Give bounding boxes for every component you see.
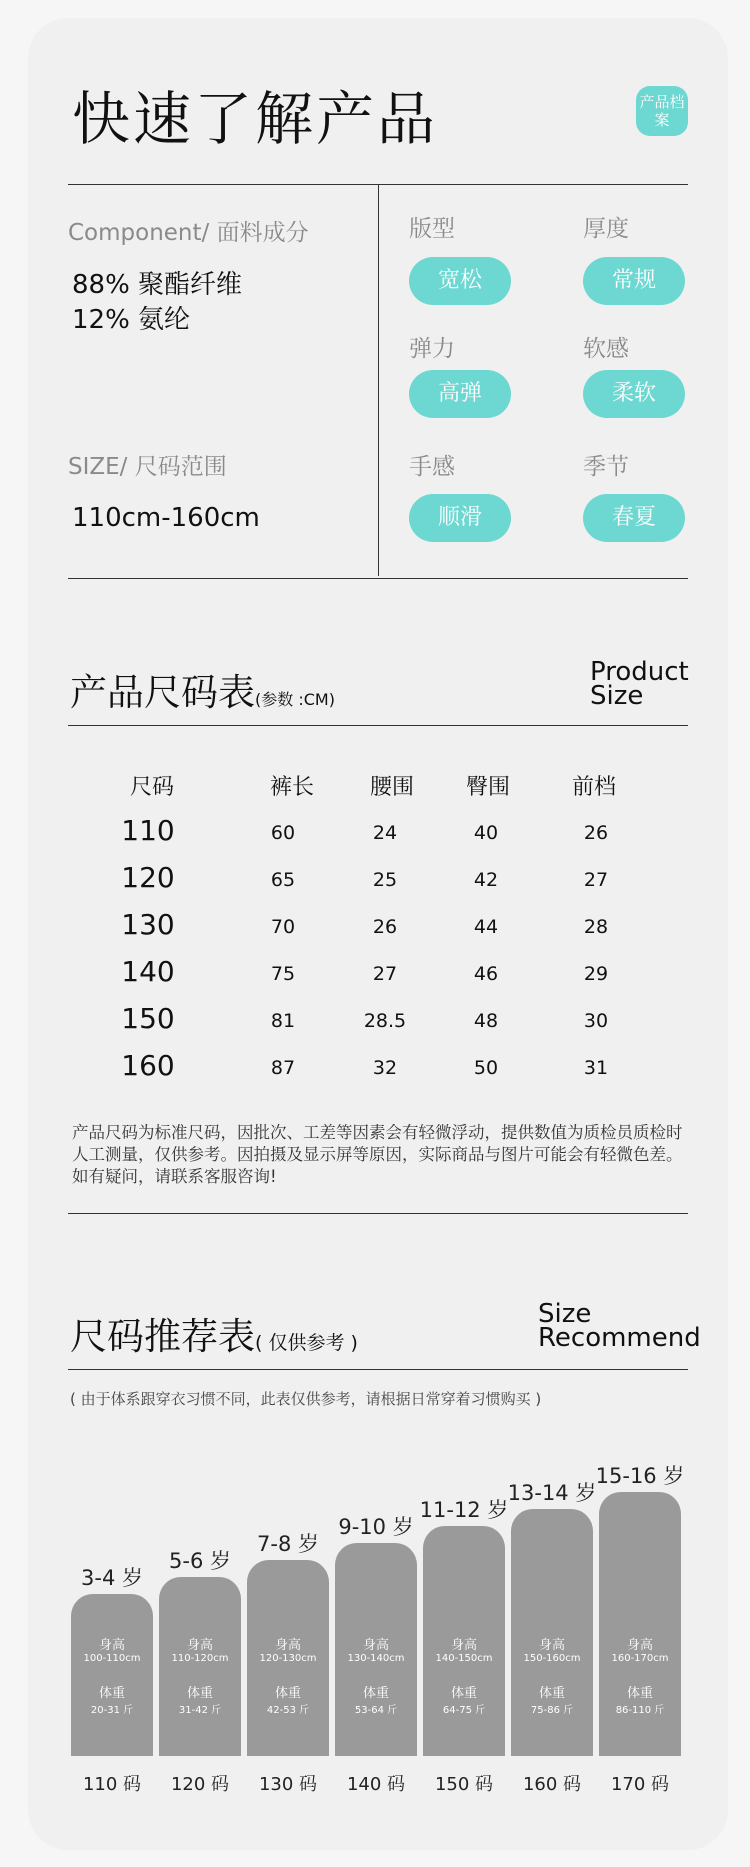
recommend-title-en: Size Recommend [538,1299,701,1353]
attribute-label: 季节 [583,454,629,480]
table-cell: 28.5 [363,1010,407,1032]
age-label: 5-6 岁 [169,1549,231,1573]
size-code-label: 120 码 [170,1774,230,1795]
attribute-label: 软感 [583,336,629,362]
recommend-title-note: ( 仅供参考 ) [255,1332,358,1354]
attribute-pill: 柔软 [583,370,685,418]
recommend-note: ( 由于体系跟穿衣习惯不同，此表仅供参考，请根据日常穿着习惯购买 ) [70,1390,542,1408]
table-header: 裤长 [269,775,314,800]
size-code-label: 130 码 [258,1774,318,1795]
attribute-pill: 高弹 [409,370,511,418]
page-title: 快速了解产品 [72,85,439,153]
size-code-label: 140 码 [346,1774,406,1795]
size-range-label: SIZE/ 尺码范围 [68,454,227,480]
attribute-label: 手感 [409,454,455,480]
size-code-label: 150 码 [434,1774,494,1795]
table-cell: 28 [583,916,609,938]
recommend-bar: 身高 110-120cm 体重 31-42 斤 [159,1577,241,1756]
vertical-divider [378,184,379,576]
table-cell: 24 [372,822,398,844]
attribute-pill: 常规 [583,257,685,305]
recommend-bar: 身高 100-110cm 体重 20-31 斤 [71,1594,153,1756]
table-header: 臀围 [465,775,510,800]
table-cell: 29 [583,963,609,985]
table-cell: 48 [473,1010,499,1032]
divider [68,1213,688,1214]
table-cell-size: 130 [121,908,175,941]
size-code-label: 110 码 [82,1774,142,1795]
age-label: 13-14 岁 [507,1481,597,1505]
size-range-value: 110cm-160cm [72,503,260,533]
table-cell: 60 [270,822,296,844]
attribute-label: 厚度 [583,216,629,242]
table-header: 尺码 [129,775,174,800]
attribute-pill: 宽松 [409,257,511,305]
table-cell: 87 [270,1057,296,1079]
table-cell-size: 120 [121,861,175,894]
divider [68,578,688,579]
table-cell: 26 [583,822,609,844]
size-code-label: 170 码 [610,1774,670,1795]
table-header: 前档 [571,775,616,800]
divider [68,725,688,726]
divider [68,1369,688,1370]
age-label: 15-16 岁 [595,1464,685,1488]
table-cell-size: 160 [121,1049,175,1082]
size-code-label: 160 码 [522,1774,582,1795]
age-label: 7-8 岁 [257,1532,319,1556]
attribute-pill: 顺滑 [409,494,511,542]
size-table-unit: (参数 :CM) [255,690,335,709]
table-cell: 42 [473,869,499,891]
recommend-bar: 身高 140-150cm 体重 64-75 斤 [423,1526,505,1756]
table-cell: 50 [473,1057,499,1079]
table-cell: 81 [270,1010,296,1032]
table-cell: 25 [372,869,398,891]
table-cell: 26 [372,916,398,938]
component-label: Component/ 面料成分 [68,220,309,246]
recommend-bar: 身高 150-160cm 体重 75-86 斤 [511,1509,593,1756]
size-table-title-en: Product Size [590,657,689,711]
table-cell: 70 [270,916,296,938]
composition-line: 12% 氨纶 [72,305,191,335]
size-table-title: 产品尺码表(参数 :CM) [70,671,335,714]
composition-line: 88% 聚酯纤维 [72,270,243,300]
table-header: 腰围 [369,775,414,800]
attribute-pill: 春夏 [583,494,685,542]
recommend-bar: 身高 130-140cm 体重 53-64 斤 [335,1543,417,1756]
table-cell-size: 140 [121,955,175,988]
age-label: 11-12 岁 [419,1498,509,1522]
age-label: 3-4 岁 [81,1566,143,1590]
table-cell: 65 [270,869,296,891]
recommend-bar: 身高 120-130cm 体重 42-53 斤 [247,1560,329,1756]
product-profile-badge: 产品档案 [636,86,688,136]
table-cell: 27 [583,869,609,891]
table-cell: 44 [473,916,499,938]
table-cell: 40 [473,822,499,844]
table-cell: 46 [473,963,499,985]
table-cell: 31 [583,1057,609,1079]
table-cell: 32 [372,1057,398,1079]
table-cell-size: 110 [121,814,175,847]
recommend-title: 尺码推荐表( 仅供参考 ) [70,1315,358,1358]
attribute-label: 弹力 [409,336,455,362]
recommend-bar: 身高 160-170cm 体重 86-110 斤 [599,1492,681,1756]
table-cell: 30 [583,1010,609,1032]
table-cell: 27 [372,963,398,985]
attribute-label: 版型 [409,216,455,242]
table-cell: 75 [270,963,296,985]
size-table-note: 产品尺码为标准尺码，因批次、工差等因素会有轻微浮动，提供数值为质检员质检时人工测量，仅供参考。因拍摄及显示屏等原因，实际商品与图片可能会有轻微色差。如有疑问，请联系客服咨询! [72,1123,683,1186]
age-label: 9-10 岁 [338,1515,414,1539]
table-cell-size: 150 [121,1002,175,1035]
